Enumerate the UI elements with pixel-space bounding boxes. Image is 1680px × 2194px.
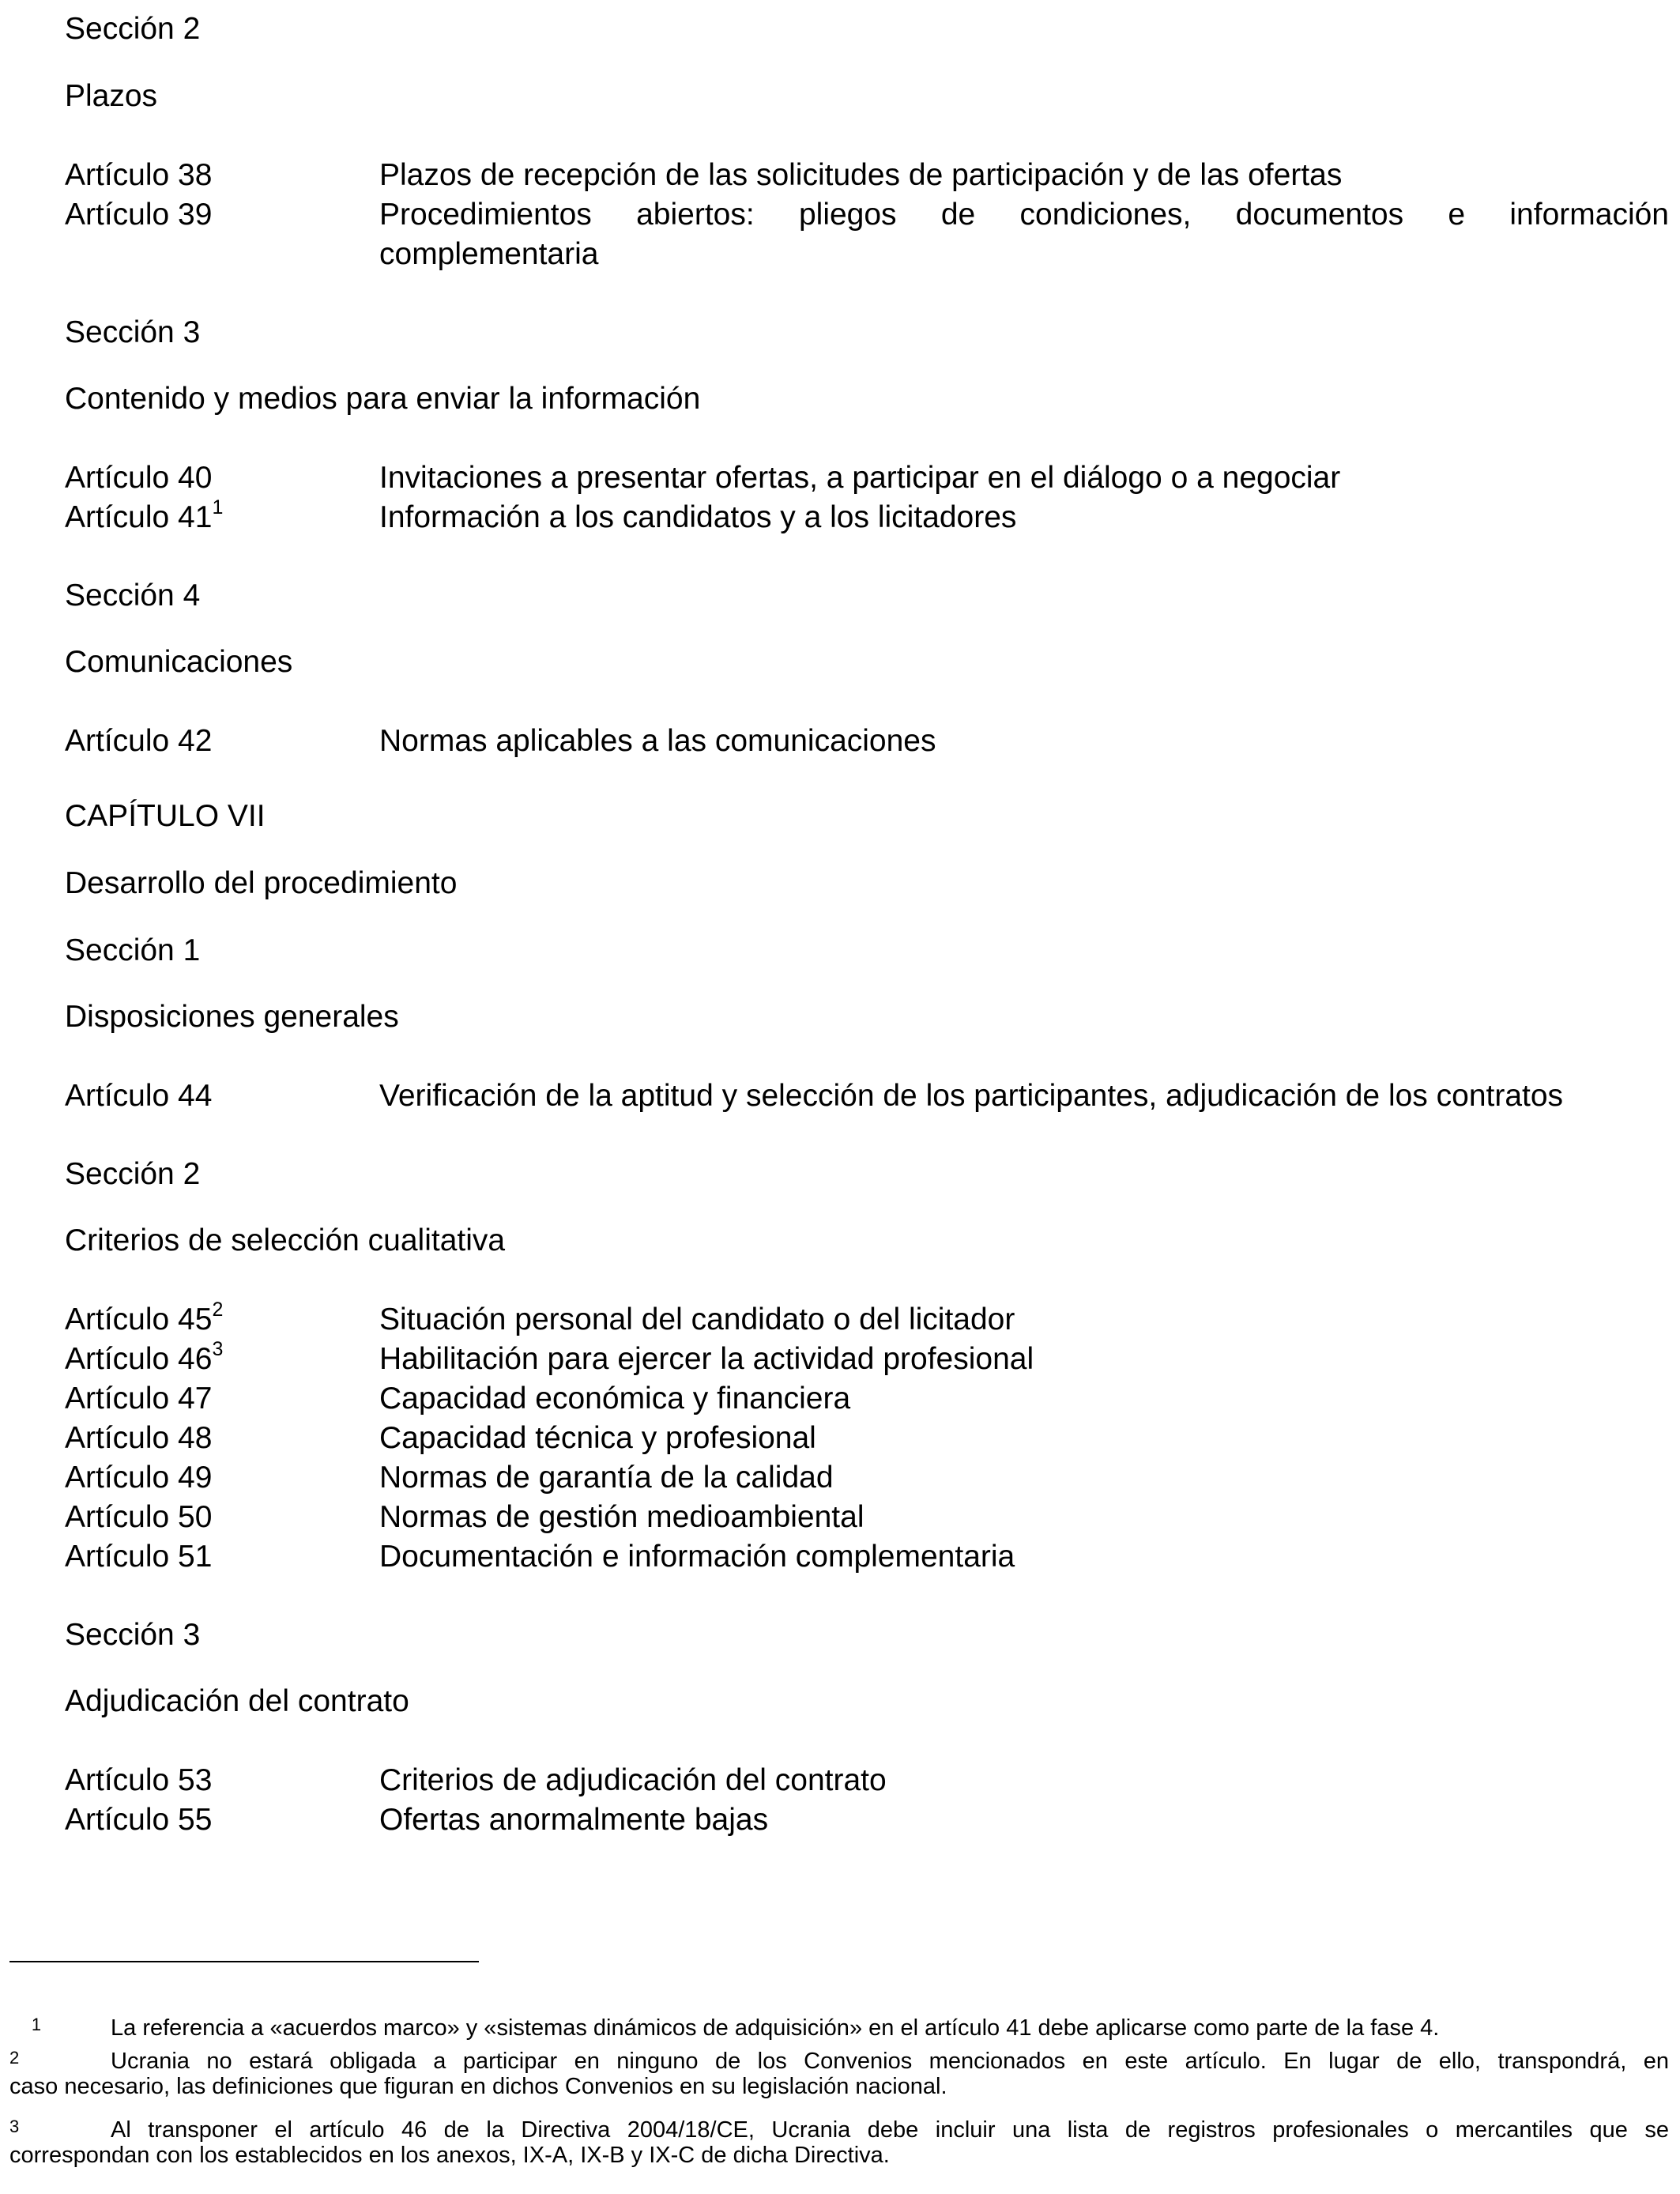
article-label: Artículo 40 bbox=[65, 461, 213, 495]
footnote-number: 2 bbox=[9, 2048, 20, 2068]
footnote-ref[interactable]: 2 bbox=[212, 1299, 224, 1321]
article-title: Información a los candidatos y a los licitadores bbox=[379, 500, 1017, 534]
article-title: Situación personal del candidato o del licitador bbox=[379, 1302, 1015, 1336]
article-title: Invitaciones a presentar ofertas, a participar en el diálogo o a negociar bbox=[379, 461, 1341, 495]
footnote-number: 3 bbox=[9, 2117, 20, 2136]
article-label: Artículo 39 bbox=[65, 198, 213, 232]
article-label: Artículo 51 bbox=[65, 1540, 213, 1574]
article-label bbox=[65, 498, 223, 537]
article-label: Artículo 42 bbox=[65, 724, 213, 758]
article-label: Artículo 50 bbox=[65, 1500, 213, 1534]
footnote-text: La referencia a «acuerdos marco» y «sistemas dinámicos de adquisición» en el artículo 41 debe aplicarse como parte de la fase 4. bbox=[111, 2015, 1440, 2041]
article-title: Normas de gestión medioambiental bbox=[379, 1500, 864, 1534]
article-title: Procedimientos abiertos: pliegos de condiciones, documentos e información bbox=[379, 198, 1669, 232]
footnote bbox=[9, 2015, 1669, 2041]
article-label: Artículo 55 bbox=[65, 1803, 213, 1837]
article-label: Artículo 47 bbox=[65, 1382, 213, 1416]
article-label: Artículo 49 bbox=[65, 1461, 213, 1495]
footnote-number: 1 bbox=[31, 2015, 42, 2034]
section-title: Criterios de selección cualitativa bbox=[65, 1223, 506, 1257]
article-title: Capacidad económica y financiera bbox=[379, 1382, 851, 1416]
article-title: Capacidad técnica y profesional bbox=[379, 1421, 816, 1455]
article-title: Habilitación para ejercer la actividad profesional bbox=[379, 1342, 1034, 1376]
article-title: Verificación de la aptitud y selección de los participantes, adjudicación de los contratos bbox=[379, 1079, 1564, 1113]
article-label bbox=[65, 1300, 223, 1340]
article-title: Plazos de recepción de las solicitudes de participación y de las ofertas bbox=[379, 158, 1343, 192]
article-label: Artículo 53 bbox=[65, 1763, 213, 1797]
article-label bbox=[65, 1340, 223, 1379]
article-label-text: Artículo 41 bbox=[65, 500, 213, 534]
footnote bbox=[9, 2117, 1669, 2143]
section-title: Disposiciones generales bbox=[65, 1000, 399, 1034]
article-label: Artículo 38 bbox=[65, 158, 213, 192]
section-label: Sección 2 bbox=[65, 12, 201, 46]
article-title: Documentación e información complementaria bbox=[379, 1540, 1015, 1574]
chapter-label: CAPÍTULO VII bbox=[65, 799, 266, 833]
article-title: Criterios de adjudicación del contrato bbox=[379, 1763, 887, 1797]
section-title: Adjudicación del contrato bbox=[65, 1684, 409, 1718]
section-label: Sección 1 bbox=[65, 933, 201, 967]
article-label: Artículo 44 bbox=[65, 1079, 213, 1113]
footnote-continuation: caso necesario, las definiciones que figuran en dichos Convenios en su legislación nacional. bbox=[9, 2074, 947, 2099]
section-label: Sección 3 bbox=[65, 315, 201, 349]
article-title: Normas de garantía de la calidad bbox=[379, 1461, 834, 1495]
footnote-ref[interactable]: 1 bbox=[212, 496, 224, 518]
section-label: Sección 2 bbox=[65, 1157, 201, 1191]
section-label: Sección 4 bbox=[65, 579, 201, 613]
footnote-separator bbox=[9, 1961, 479, 1962]
article-title: Ofertas anormalmente bajas bbox=[379, 1803, 769, 1837]
section-label: Sección 3 bbox=[65, 1618, 201, 1652]
footnote-ref[interactable]: 3 bbox=[212, 1338, 224, 1360]
section-title: Comunicaciones bbox=[65, 645, 293, 679]
section-title: Plazos bbox=[65, 79, 158, 113]
footnote bbox=[9, 2049, 1669, 2074]
section-title: Contenido y medios para enviar la información bbox=[65, 382, 701, 416]
article-label: Artículo 48 bbox=[65, 1421, 213, 1455]
article-title: Normas aplicables a las comunicaciones bbox=[379, 724, 936, 758]
footnote-text: Ucrania no estará obligada a participar en ninguno de los Convenios mencionados en este artículo. En lugar de ello, transpondrá, en bbox=[111, 2049, 1669, 2074]
article-title-continuation: complementaria bbox=[379, 237, 599, 271]
chapter-title: Desarrollo del procedimiento bbox=[65, 866, 458, 900]
article-label-text: Artículo 45 bbox=[65, 1302, 213, 1336]
article-label-text: Artículo 46 bbox=[65, 1342, 213, 1376]
footnote-continuation: correspondan con los establecidos en los anexos, IX-A, IX-B y IX-C de dicha Directiva. bbox=[9, 2143, 890, 2168]
footnote-text: Al transponer el artículo 46 de la Directiva 2004/18/CE, Ucrania debe incluir una lista de registros profesionales o mercantiles que se bbox=[111, 2117, 1669, 2143]
